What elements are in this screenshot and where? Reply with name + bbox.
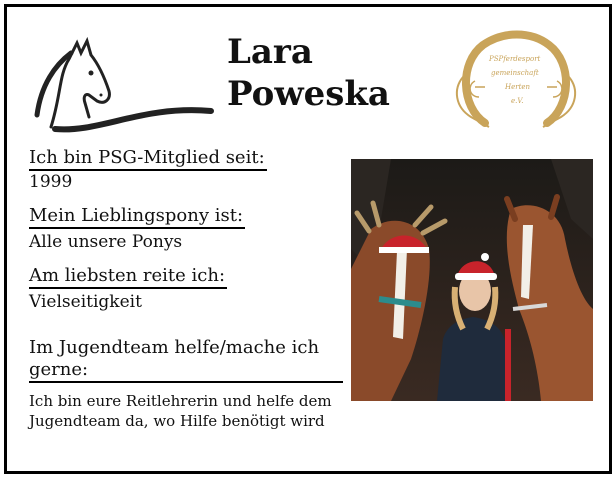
horse-head-icon [31,35,215,133]
club-logo-line4: e.V. [511,97,524,105]
club-logo-line3: Herten [505,83,531,91]
club-logo-line1: PSPferdesport [489,55,541,63]
page-title [227,31,390,115]
horseshoe-hands-logo [445,27,587,135]
profile-photo [351,159,593,401]
question-favorite-riding: Am liebsten reite ich: [29,265,227,289]
question-member-since: Ich bin PSG-Mitglied seit: [29,147,267,171]
club-logo-line2: gemeinschaft [491,69,539,77]
answer-favorite-pony: Alle unsere Ponys [29,232,183,252]
answer-youth-team: Ich bin eure Reitlehrerin und helfe dem Jugendteam da, wo Hilfe benötigt wird [29,392,332,430]
answer-member-since: 1999 [29,172,73,192]
question-youth-team: Im Jugendteam helfe/mache ich gerne: [29,337,343,383]
first-name: Lara [227,32,313,72]
question-favorite-pony: Mein Lieblingspony ist: [29,205,245,229]
profile-card [4,4,612,474]
answer-favorite-riding: Vielseitigkeit [29,292,142,312]
last-name: Poweska [227,74,390,114]
